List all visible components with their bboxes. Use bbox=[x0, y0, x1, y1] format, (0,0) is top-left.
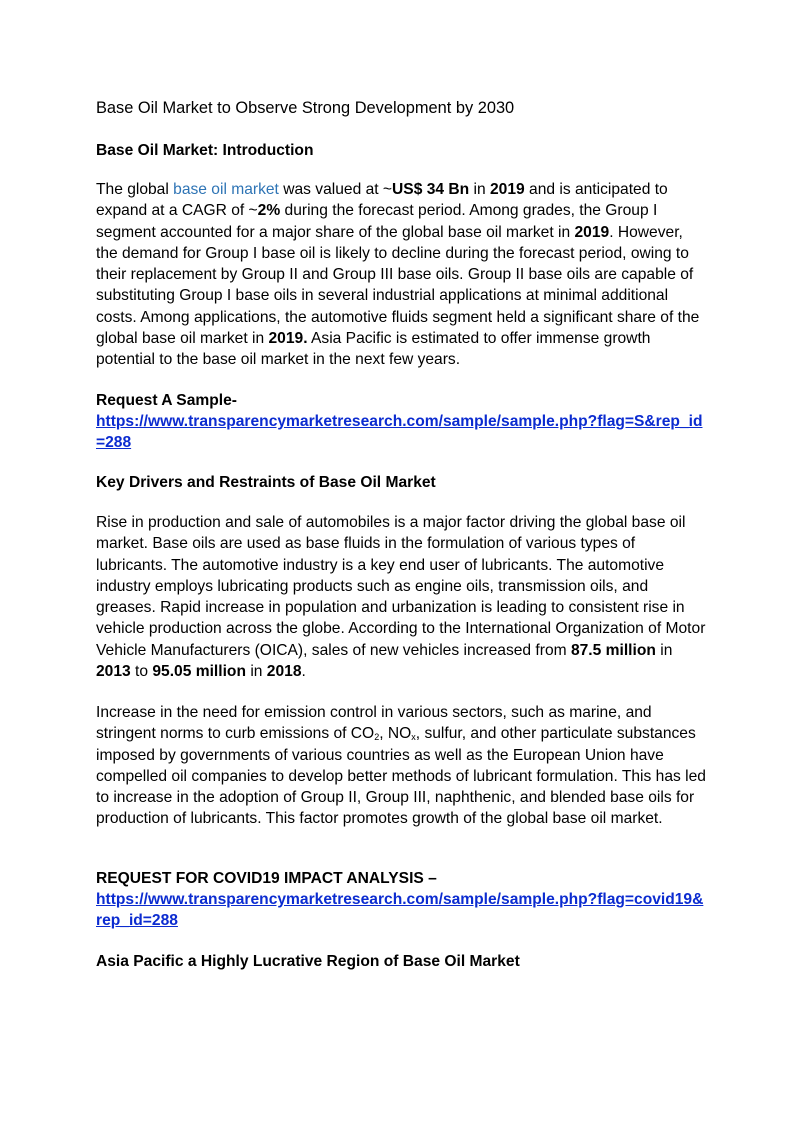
drivers-paragraph-2: Increase in the need for emission control in various sectors, such as marine, and stringent norms to curb emissions of $CO_2$, $NO_x$, sulfur, and other particulate substances imposed by governments of various countries as well as the European Union have compelled oil companies to develop better methods of lubricant formulation. This has led to increase in the adoption of Group II, Group III, naphthenic, and blended base oils for production of lubricants. This factor promotes growth of the global base oil market. bbox=[96, 704, 706, 828]
covid-request-link[interactable]: https://www.transparencymarketresearch.com/sample/sample.php?flag=covid19&rep_id=288 bbox=[96, 891, 704, 930]
covid-request-label: REQUEST FOR COVID19 IMPACT ANALYSIS – bbox=[96, 870, 437, 887]
intro-heading: Base Oil Market: Introduction bbox=[96, 142, 314, 159]
request-sample-label: Request A Sample- bbox=[96, 392, 237, 409]
drivers-paragraph-1: Rise in production and sale of automobiles is a major factor driving the global base oil market. Base oils are used as base fluids in the formulation of various types of lubricants. The automotive industry is a key end user of lubricants. The automotive industry employs lubricating products such as engine oils, transmission oils, and greases. Rapid increase in population and urbanization is leading to consistent rise in vehicle production across the globe. According to the International Organization of Motor Vehicle Manufacturers (OICA), sales of new vehicles increased from 87.5 million in 2013 to 95.05 million in 2018. bbox=[96, 514, 706, 681]
drivers-heading: Key Drivers and Restraints of Base Oil Market bbox=[96, 474, 436, 491]
asia-pacific-heading: Asia Pacific a Highly Lucrative Region of Base Oil Market bbox=[96, 953, 520, 970]
request-sample-link[interactable]: https://www.transparencymarketresearch.com/sample/sample.php?flag=S&rep_id=288 bbox=[96, 413, 703, 452]
document-title: Base Oil Market to Observe Strong Development by 2030 bbox=[96, 99, 515, 117]
intro-paragraph: The global base oil market was valued at ~US$ 34 Bn in 2019 and is anticipated to expand at a CAGR of ~2% during the forecast period. Among grades, the Group I segment accounted for a major share of the global base oil market in 2019. However, the demand for Group I base oil is likely to decline during the forecast period, owing to their replacement by Group II and Group III base oils. Group II base oils are capable of substituting Group I base oils in several industrial applications at minimal additional costs. Among applications, the automotive fluids segment held a significant share of the global base oil market in 2019. Asia Pacific is estimated to offer immense growth potential to the base oil market in the next few years. bbox=[96, 181, 700, 369]
base-oil-market-link[interactable]: base oil market bbox=[173, 181, 279, 198]
